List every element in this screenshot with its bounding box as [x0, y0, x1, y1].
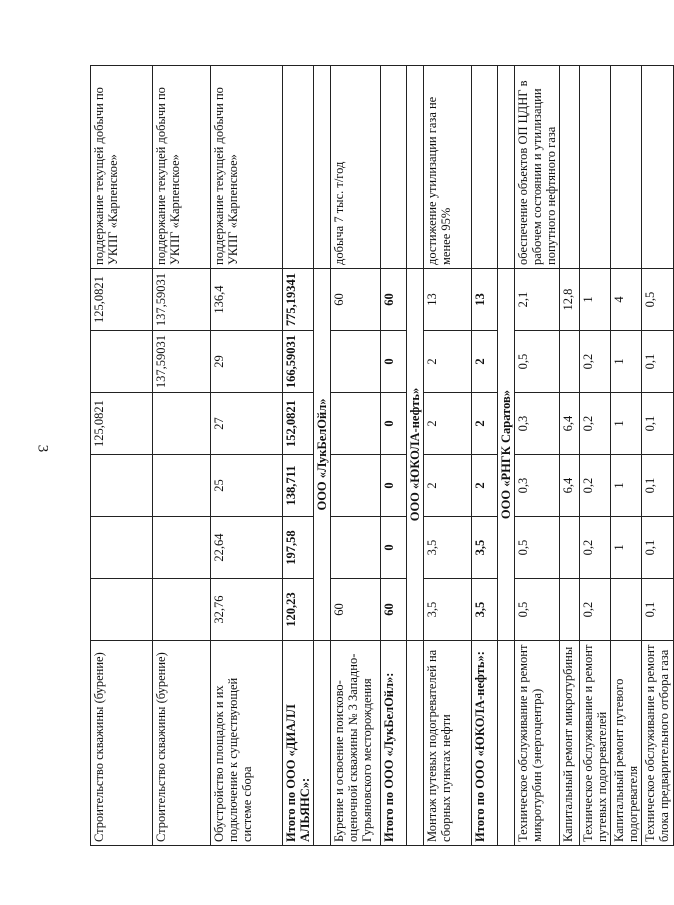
- value-cell: [331, 393, 381, 455]
- work-description: Итого по ООО «ЮКОЛА-нефть»:: [472, 641, 498, 846]
- work-description: Обустройство площадок и их подключение к существующей системе сбора: [211, 641, 283, 846]
- rotated-table-container: [90, 66, 671, 846]
- purpose: [560, 66, 580, 269]
- value-cell: 60: [331, 269, 381, 331]
- work-description: Итого по ООО «ДИАЛЛ АЛЬЯНС»:: [283, 641, 314, 846]
- purpose: [580, 66, 611, 269]
- value-cell: 60: [381, 579, 407, 641]
- value-cell: 12,8: [560, 269, 580, 331]
- table-row: [211, 66, 283, 846]
- work-description: Бурение и освоение поисково-оценочной скважины № 3 Западно-Гурьяновского месторождения: [331, 641, 381, 846]
- table-row: [580, 66, 611, 846]
- value-cell: 775,19341: [283, 269, 314, 331]
- section-spacer: [314, 66, 331, 269]
- section-row: [314, 66, 331, 846]
- value-cell: 120,23: [283, 579, 314, 641]
- table-row: [153, 66, 211, 846]
- work-description: Техническое обслуживание и ремонт микротурбин (энергоцентра): [515, 641, 560, 846]
- value-cell: 0,5: [515, 579, 560, 641]
- value-cell: 27: [211, 393, 283, 455]
- value-cell: 137,59031: [153, 331, 211, 393]
- value-cell: 4: [611, 269, 642, 331]
- value-cell: [331, 331, 381, 393]
- value-cell: [153, 393, 211, 455]
- value-cell: 0,3: [515, 455, 560, 517]
- value-cell: 0,1: [642, 455, 674, 517]
- purpose: поддержание текущей добычи по УКПГ «Карпенское»: [211, 66, 283, 269]
- page-number: 3: [34, 444, 51, 453]
- total-row: [472, 66, 498, 846]
- section-title: ООО «ЛукБелОйл»: [314, 269, 331, 641]
- table-row: [642, 66, 674, 846]
- value-cell: 125,0821: [91, 269, 153, 331]
- purpose: обеспечение объектов ОП ЦДНГ в рабочем состоянии и утилизации попутного нефтяного газа: [515, 66, 560, 269]
- value-cell: 22,64: [211, 517, 283, 579]
- value-cell: 0,1: [642, 331, 674, 393]
- value-cell: 32,76: [211, 579, 283, 641]
- value-cell: 1: [611, 331, 642, 393]
- table-row: [91, 66, 153, 846]
- purpose: добыча 7 тыс. т/год: [331, 66, 381, 269]
- value-cell: 2,1: [515, 269, 560, 331]
- value-cell: 0,1: [642, 579, 674, 641]
- value-cell: 60: [331, 579, 381, 641]
- table-row: [560, 66, 580, 846]
- value-cell: 2: [472, 393, 498, 455]
- value-cell: 0,5: [642, 269, 674, 331]
- work-description: Строительство скважины (бурение): [153, 641, 211, 846]
- total-row: [283, 66, 314, 846]
- total-row: [381, 66, 407, 846]
- value-cell: 0,3: [515, 393, 560, 455]
- value-cell: 3,5: [472, 579, 498, 641]
- value-cell: 0: [381, 517, 407, 579]
- value-cell: 60: [381, 269, 407, 331]
- value-cell: 0: [381, 331, 407, 393]
- value-cell: [153, 579, 211, 641]
- value-cell: [611, 579, 642, 641]
- value-cell: 125,0821: [91, 393, 153, 455]
- value-cell: 1: [580, 269, 611, 331]
- value-cell: 1: [611, 517, 642, 579]
- value-cell: 0,1: [642, 517, 674, 579]
- section-row: [407, 66, 424, 846]
- purpose: поддержание текущей добычи по УКПГ «Карпенское»: [91, 66, 153, 269]
- value-cell: [153, 455, 211, 517]
- value-cell: 1: [611, 393, 642, 455]
- section-spacer: [498, 66, 515, 269]
- purpose: [472, 66, 498, 269]
- value-cell: [91, 517, 153, 579]
- value-cell: 3,5: [424, 579, 472, 641]
- value-cell: 1: [611, 455, 642, 517]
- section-title: ООО «РНГК Саратов»: [498, 269, 515, 641]
- value-cell: 2: [424, 393, 472, 455]
- purpose: поддержание текущей добычи по УКПГ «Карпенское»: [153, 66, 211, 269]
- value-cell: 3,5: [424, 517, 472, 579]
- work-description: Капитальный ремонт микротурбины: [560, 641, 580, 846]
- value-cell: [560, 331, 580, 393]
- investment-table: [90, 65, 674, 846]
- value-cell: 166,59031: [283, 331, 314, 393]
- value-cell: [331, 455, 381, 517]
- value-cell: [331, 517, 381, 579]
- value-cell: 137,59031: [153, 269, 211, 331]
- value-cell: 2: [424, 331, 472, 393]
- value-cell: [560, 517, 580, 579]
- purpose: достижение утилизации газа не менее 95%: [424, 66, 472, 269]
- value-cell: 2: [424, 455, 472, 517]
- value-cell: 2: [472, 455, 498, 517]
- value-cell: [91, 331, 153, 393]
- table-row: [515, 66, 560, 846]
- work-description: Капитальный ремонт путевого подогревателя: [611, 641, 642, 846]
- value-cell: 136,4: [211, 269, 283, 331]
- purpose: [611, 66, 642, 269]
- value-cell: 0: [381, 393, 407, 455]
- value-cell: 0,5: [515, 331, 560, 393]
- value-cell: 29: [211, 331, 283, 393]
- work-description: Монтаж путевых подогревателей на сборных пунктах нефти: [424, 641, 472, 846]
- table-row: [331, 66, 381, 846]
- value-cell: [91, 579, 153, 641]
- section-row: [498, 66, 515, 846]
- table-row: [611, 66, 642, 846]
- value-cell: 6,4: [560, 455, 580, 517]
- value-cell: 2: [472, 331, 498, 393]
- value-cell: 138,711: [283, 455, 314, 517]
- value-cell: 0,2: [580, 579, 611, 641]
- value-cell: 25: [211, 455, 283, 517]
- value-cell: 13: [424, 269, 472, 331]
- work-description: Строительство скважины (бурение): [91, 641, 153, 846]
- section-spacer: [407, 641, 424, 846]
- value-cell: [560, 579, 580, 641]
- value-cell: 6,4: [560, 393, 580, 455]
- value-cell: 0,5: [515, 517, 560, 579]
- value-cell: 13: [472, 269, 498, 331]
- value-cell: 0,2: [580, 455, 611, 517]
- value-cell: 3,5: [472, 517, 498, 579]
- value-cell: 0,2: [580, 331, 611, 393]
- purpose: [642, 66, 674, 269]
- value-cell: 0: [381, 455, 407, 517]
- table-row: [424, 66, 472, 846]
- section-spacer: [407, 66, 424, 269]
- section-title: ООО «ЮКОЛА-нефть»: [407, 269, 424, 641]
- value-cell: 152,0821: [283, 393, 314, 455]
- work-description: Итого по ООО «ЛукБелОйл»:: [381, 641, 407, 846]
- value-cell: 197,58: [283, 517, 314, 579]
- purpose: [381, 66, 407, 269]
- work-description: Техническое обслуживание и ремонт путевых подогревателей: [580, 641, 611, 846]
- value-cell: [91, 455, 153, 517]
- value-cell: 0,2: [580, 393, 611, 455]
- section-spacer: [314, 641, 331, 846]
- value-cell: 0,2: [580, 517, 611, 579]
- value-cell: [153, 517, 211, 579]
- purpose: [283, 66, 314, 269]
- section-spacer: [498, 641, 515, 846]
- value-cell: 0,1: [642, 393, 674, 455]
- work-description: Техническое обслуживание и ремонт блока предварительного отбора газа: [642, 641, 674, 846]
